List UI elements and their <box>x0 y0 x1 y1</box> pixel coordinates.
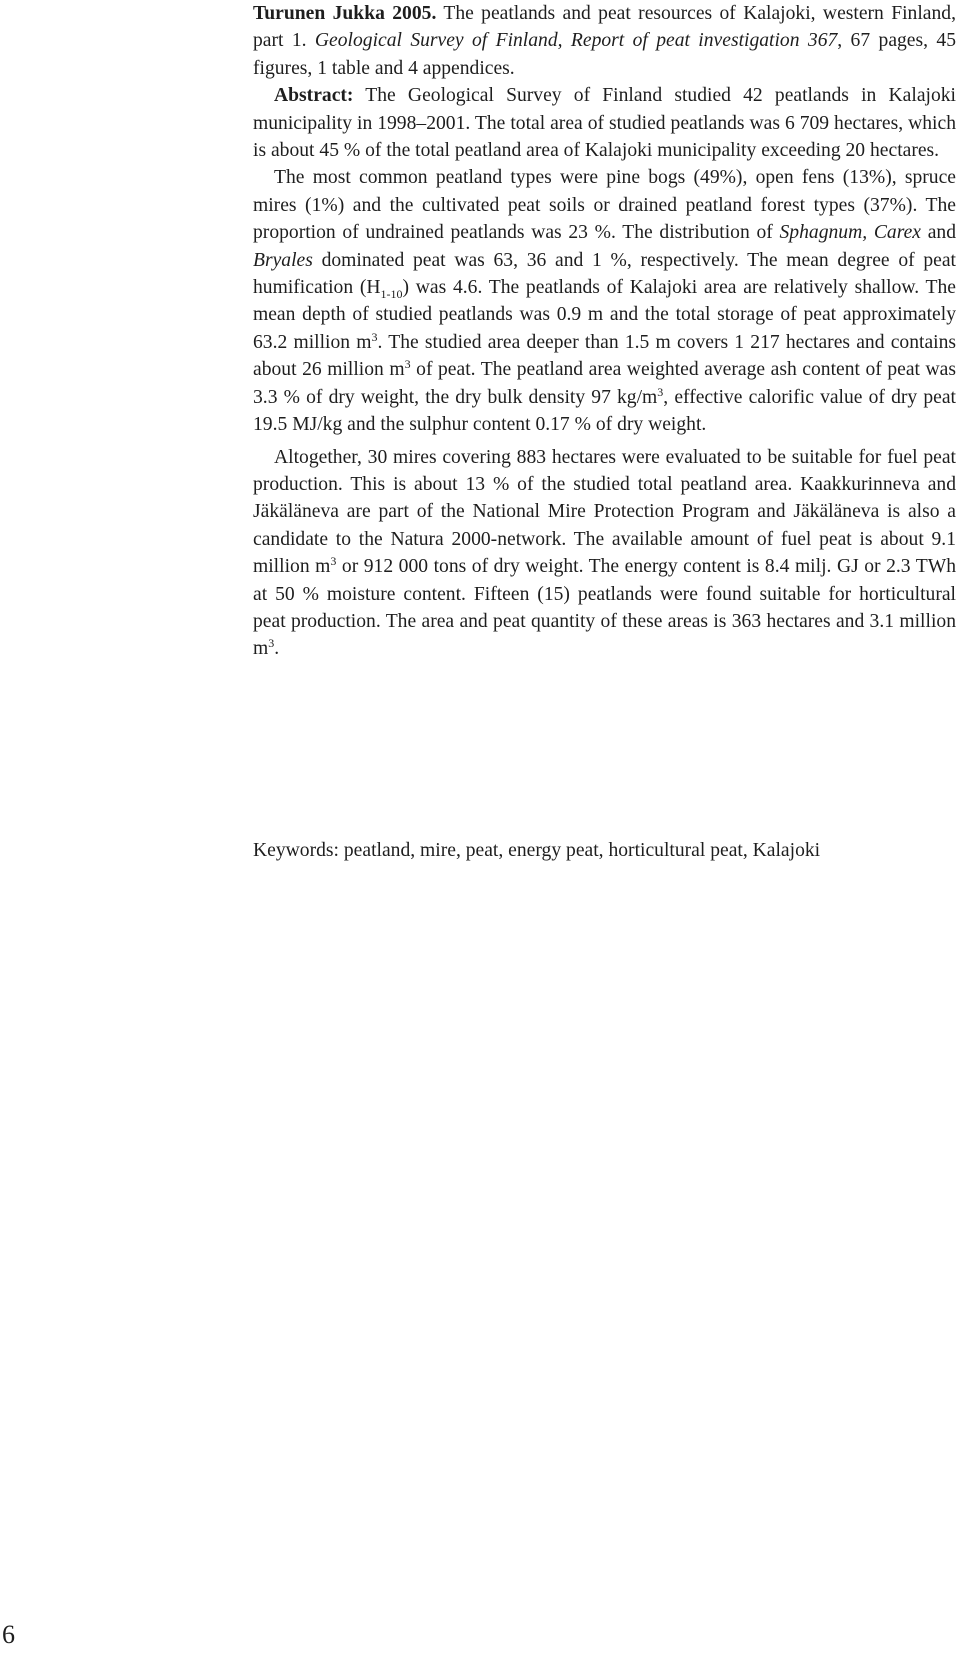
superscript-3: 3 <box>371 329 378 344</box>
abstract-paragraph-2 <box>253 164 956 438</box>
p3-text-b: or 912 000 tons of dry weight. The energy content is 8.4 milj. GJ or 2.3 TWh at 50 % moisture content. Fifteen (15) peatlands were found suitable for horticultural peat production. The area and peat quantity of these areas is 363 hectares and 3.1 million m <box>253 556 957 660</box>
abstract-label: Abstract: <box>274 85 354 107</box>
superscript-3: 3 <box>404 357 411 372</box>
p2-text-g: , effective calorific value of dry peat 19.5 MJ/kg and the sulphur content 0.17 % of dry weight. <box>253 386 957 436</box>
abstract-paragraph-3 <box>253 444 956 663</box>
citation-author-year: Turunen Jukka 2005. <box>253 3 437 24</box>
keywords-line: Keywords: peatland, mire, peat, energy peat, horticultural peat, Kalajoki <box>253 840 821 861</box>
abstract-page-body <box>253 0 956 663</box>
p2-text-e: . The studied area deeper than 1.5 m covers 1 217 hectares and contains about 26 million m <box>253 331 957 381</box>
superscript-3: 3 <box>657 384 664 399</box>
humification-subscript: 1-10 <box>380 287 403 302</box>
p2-text-a: The most common peatland types were pine bogs (49%), open fens (13%), spruce mires (1%) and the cultivated peat soils or drained peatland forest types (37%). The proportion of undrained peatlands was 23 %. The distribution of <box>253 167 956 244</box>
page-number: 6 <box>2 1620 15 1649</box>
p2-text-d: ) was 4.6. The peatlands of Kalajoki area are relatively shallow. The mean depth of studied peatlands was 0.9 m and the total storage of peat approximately 63.2 million m <box>253 277 956 353</box>
p2-sphagnum-carex: Sphagnum, Carex <box>779 222 921 244</box>
p3-text-c: . <box>274 638 280 660</box>
p3-text-a: Altogether, 30 mires covering 883 hectares were evaluated to be suitable for fuel peat production. This is about 13 % of the studied total peatland area. Kaakkurinneva and Jäkäläneva are part of the National Mire Protection Program and Jäkäläneva is also a candidate to the Natura 2000-network. The available amount of fuel peat is about 9.1 million m <box>253 446 956 578</box>
citation-title: The peatlands and peat resources of Kalajoki, western Finland, part 1. <box>253 3 956 52</box>
abstract-p1-text: The Geological Survey of Finland studied 42 peatlands in Kalajoki municipality in 1998–2001. The total area of studied peatlands was 6 709 hectares, which is about 45 % of the total peatland area of Kalajoki municipality exceeding 20 hectares. <box>253 85 956 162</box>
abstract-paragraph-1 <box>253 82 956 164</box>
superscript-3: 3 <box>268 636 275 651</box>
p2-bryales: Bryales <box>253 249 313 271</box>
citation-details: , 67 pages, 45 figures, 1 table and 4 appendices. <box>253 30 956 79</box>
superscript-3: 3 <box>330 554 337 569</box>
citation-series: Geological Survey of Finland, Report of peat investigation 367 <box>314 30 838 52</box>
citation <box>253 0 956 82</box>
p2-text-f: of peat. The peatland area weighted average ash content of peat was 3.3 % of dry weight, the dry bulk density 97 kg/m <box>253 359 957 408</box>
p2-text-b: and <box>921 222 956 244</box>
p2-text-c: dominated peat was 63, 36 and 1 %, respectively. The mean degree of peat humification (H <box>253 249 956 299</box>
